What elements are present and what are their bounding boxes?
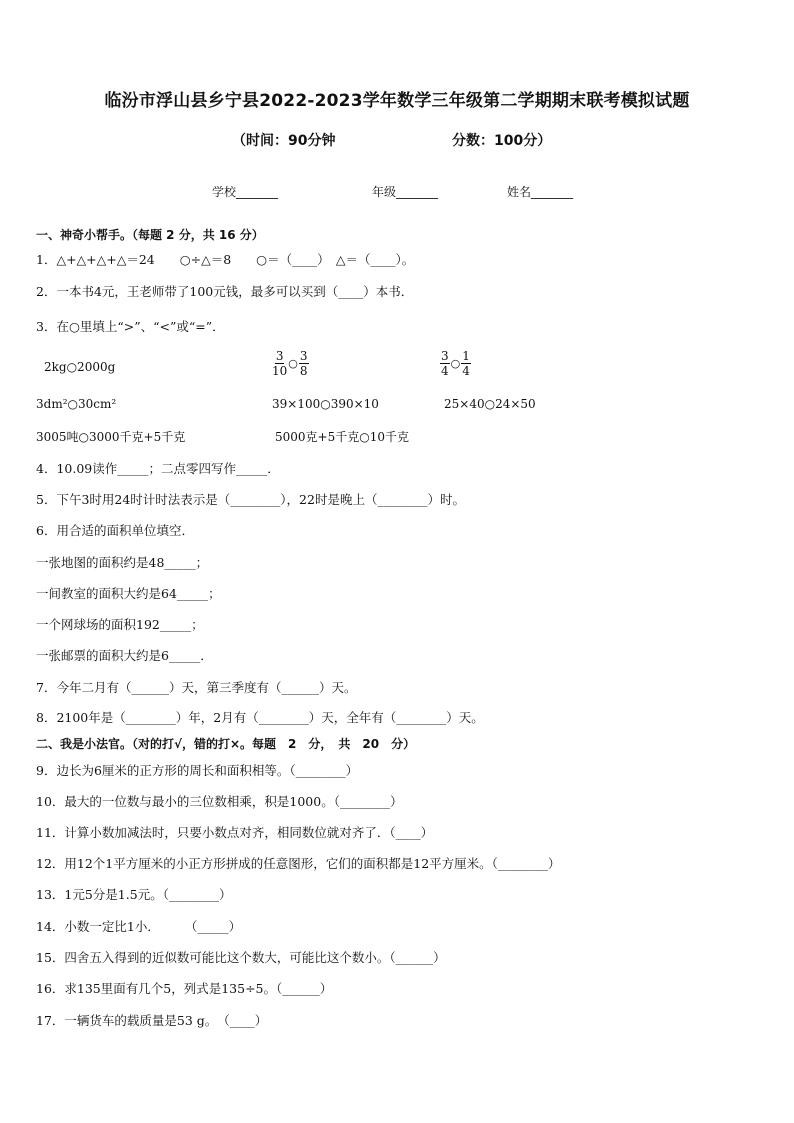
question-4: 4．10.09读作_____；二点零四写作_____． [36,461,280,476]
fraction-right: $\frac{1}{4}$ [462,349,470,378]
fraction-right: $\frac{3}{8}$ [299,349,308,378]
compare-fraction-2 [440,349,471,378]
question-6d: 一张邮票的面积大约是6_____． [36,648,213,663]
compare-mass: 2kg○2000g [44,360,116,374]
compare-fraction-1 [272,349,309,378]
question-1: 1．△+△+△+△＝24 ○÷△＝8 ○＝（____） △＝（____）。 [36,252,415,267]
exam-title: 临汾市浮山县乡宁县2022-2023学年数学三年级第二学期期末联考模拟试题 [104,91,690,111]
question-15: 15．四舍五入得到的近似数可能比这个数大，可能比这个数小。（______） [36,950,446,965]
section-1-heading: 一、神奇小帮手。（每题 2 分，共 16 分） [36,228,264,242]
question-10: 10．最大的一位数与最小的三位数相乘，积是1000。（________） [36,794,403,809]
exam-time: （时间：90分钟 [232,133,336,149]
question-6c: 一个网球场的面积192_____； [36,617,204,632]
compare-ton: 3005吨○3000千克+5千克 [36,430,186,444]
school-field: 学校_______ [212,185,279,199]
question-11: 11．计算小数加减法时，只要小数点对齐，相同数位就对齐了．（____） [36,825,434,840]
exam-score: 分数：100分） [452,133,552,149]
fraction-left: $\frac{3}{4}$ [441,349,449,378]
question-14: 14．小数一定比1小． （_____） [36,919,242,934]
compare-circle: ○ [288,357,298,370]
name-field: 姓名_______ [507,185,574,199]
grade-field: 年级_______ [372,185,439,199]
compare-product-2: 25×40○24×50 [444,397,536,411]
question-12: 12．用12个1平方厘米的小正方形拼成的任意图形，它们的面积都是12平方厘米。（________） [36,856,561,871]
compare-area: 3dm²○30cm² [36,397,117,411]
section-2-heading: 二、我是小法官。（对的打√，错的打×。每题 2 分， 共 20 分） [36,737,416,751]
question-2: 2．一本书4元，王老师带了100元钱，最多可以买到（____）本书． [36,284,414,299]
fraction-left: $\frac{3}{10}$ [272,349,288,378]
question-6b: 一间教室的面积大约是64_____； [36,586,221,601]
question-6: 6．用合适的面积单位填空． [36,523,194,538]
question-8: 8．2100年是（________）年，2月有（________）天，全年有（________）天。 [36,710,484,725]
compare-circle: ○ [450,357,461,370]
question-5: 5．下午3时用24时计时法表示是（________），22时是晚上（________）时。 [36,492,465,507]
question-13: 13．1元5分是1.5元。（________） [36,887,232,902]
question-6a: 一张地图的面积约是48_____； [36,555,209,570]
question-9: 9．边长为6厘米的正方形的周长和面积相等。（________） [36,763,359,778]
compare-product-1: 39×100○390×10 [272,397,379,411]
question-17: 17．一辆货车的载质量是53 g。 （____） [36,1013,268,1028]
question-7: 7．今年二月有（______）天，第三季度有（______）天。 [36,680,357,695]
compare-gram: 5000克+5千克○10千克 [275,430,409,444]
question-16: 16．求135里面有几个5，列式是135÷5。（______） [36,981,333,996]
question-3: 3．在○里填上“>”、“<”或“=”． [36,319,225,334]
